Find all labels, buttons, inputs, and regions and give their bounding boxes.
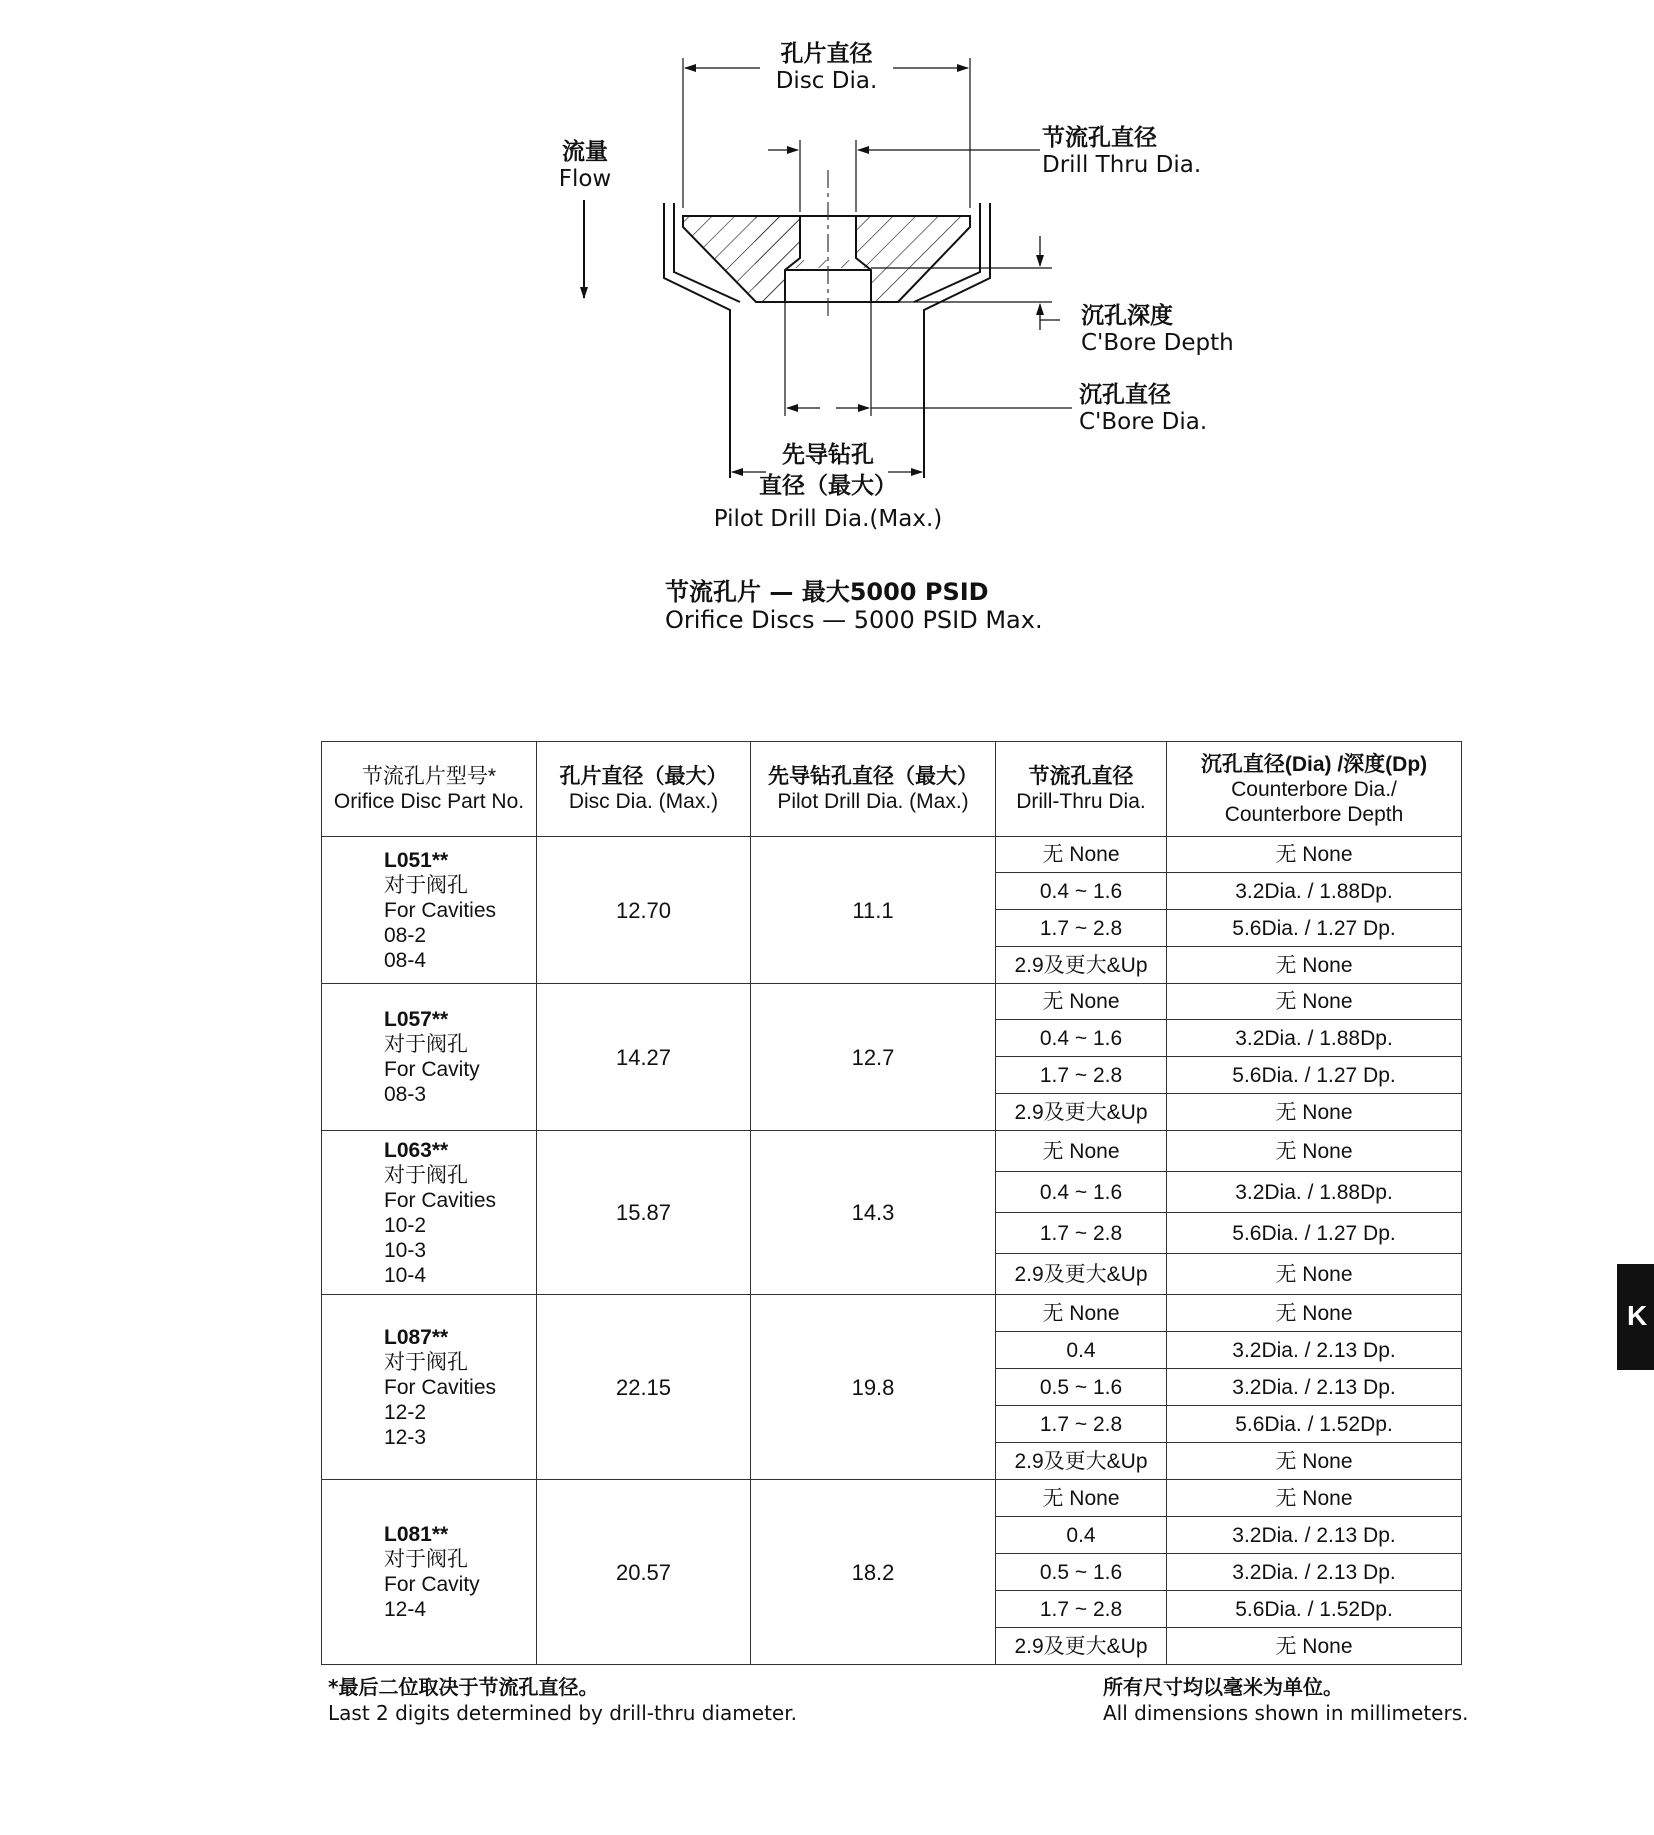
counterbore-cell: 3.2Dia. / 1.88Dp.	[1167, 1172, 1462, 1213]
drill-thru-cell: 2.9及更大&Up	[996, 1443, 1167, 1480]
counterbore-cell: 无 None	[1167, 1131, 1462, 1172]
footnote-last-digits	[328, 1674, 797, 1726]
header-part-no-en: Orifice Disc Part No.	[333, 790, 525, 813]
footnote-left-en: Last 2 digits determined by drill-thru diameter.	[328, 1701, 797, 1725]
header-part-no-zh: 节流孔片型号*	[361, 765, 497, 788]
header-disc-dia-zh: 孔片直径（最大）	[559, 765, 728, 788]
caption-zh: 节流孔片 — 最大5000 PSID	[665, 578, 989, 606]
counterbore-cell: 3.2Dia. / 2.13 Dp.	[1167, 1369, 1462, 1406]
footnote-right-zh: 所有尺寸均以毫米为单位。	[1103, 1675, 1343, 1699]
pilot-dia-cell: 11.1	[751, 837, 996, 984]
drill-thru-cell: 2.9及更大&Up	[996, 1254, 1167, 1295]
counterbore-cell: 无 None	[1167, 947, 1462, 984]
drill-thru-cell: 0.4 ~ 1.6	[996, 1172, 1167, 1213]
disc-section-left	[683, 216, 800, 302]
orifice-disc-cross-section-drawing	[0, 0, 1654, 660]
part-cavity-label: For Cavity	[384, 1058, 480, 1081]
counterbore-cell: 3.2Dia. / 1.88Dp.	[1167, 873, 1462, 910]
disc-dia-cell: 20.57	[537, 1480, 751, 1665]
drill-thru-cell: 0.4 ~ 1.6	[996, 873, 1167, 910]
part-cavity-zh: 对于阀孔	[384, 873, 468, 897]
counterbore-cell: 5.6Dia. / 1.27 Dp.	[1167, 910, 1462, 947]
part-cavity-number: 12-3	[384, 1425, 427, 1449]
drill-thru-cell: 无 None	[996, 1131, 1167, 1172]
label-drill-thru-en: Drill Thru Dia.	[1042, 152, 1202, 178]
part-number-cell	[322, 1131, 537, 1295]
label-flow	[550, 139, 620, 193]
footnote-right-en: All dimensions shown in millimeters.	[1103, 1701, 1469, 1725]
counterbore-cell: 无 None	[1167, 1443, 1462, 1480]
disc-dia-cell: 12.70	[537, 837, 751, 984]
part-code: L063**	[384, 1138, 449, 1162]
label-disc-dia-zh: 孔片直径	[780, 41, 873, 67]
part-cavity-zh: 对于阀孔	[384, 1033, 468, 1056]
label-disc-dia-en: Disc Dia.	[775, 68, 878, 94]
counterbore-cell: 3.2Dia. / 2.13 Dp.	[1167, 1332, 1462, 1369]
counterbore-cell: 3.2Dia. / 2.13 Dp.	[1167, 1517, 1462, 1554]
table-row	[322, 837, 1462, 873]
part-code: L081**	[384, 1523, 449, 1546]
header-counterbore-en2: Counterbore Depth	[1224, 802, 1404, 826]
counterbore-cell: 3.2Dia. / 1.88Dp.	[1167, 1020, 1462, 1057]
part-cavity-number: 10-4	[384, 1263, 427, 1287]
drill-thru-cell: 1.7 ~ 2.8	[996, 910, 1167, 947]
header-counterbore	[1167, 742, 1462, 837]
counterbore-cell: 无 None	[1167, 1254, 1462, 1295]
header-part-no	[322, 742, 537, 837]
header-drill-thru-en: Drill-Thru Dia.	[1016, 790, 1146, 813]
header-pilot-dia	[751, 742, 996, 837]
footnote-left-zh: *最后二位取决于节流孔直径。	[328, 1675, 599, 1699]
part-cavity-number: 12-2	[384, 1400, 427, 1424]
part-cavity-label: For Cavities	[384, 1188, 497, 1212]
counterbore-cell: 无 None	[1167, 1094, 1462, 1131]
part-cavity-number: 12-4	[384, 1598, 427, 1621]
part-code: L057**	[384, 1008, 449, 1031]
counterbore-cell: 3.2Dia. / 2.13 Dp.	[1167, 1554, 1462, 1591]
label-drill-thru-zh: 节流孔直径	[1042, 125, 1157, 151]
counterbore-cell: 无 None	[1167, 837, 1462, 873]
part-number-cell	[322, 1295, 537, 1480]
counterbore-cell: 无 None	[1167, 984, 1462, 1020]
part-cavity-label: For Cavities	[384, 1375, 497, 1399]
label-disc-dia	[760, 41, 893, 95]
part-cavity-label: For Cavities	[384, 898, 497, 922]
label-pilot-zh1: 先导钻孔	[782, 442, 874, 468]
drill-thru-cell: 2.9及更大&Up	[996, 947, 1167, 984]
drawing-caption	[665, 578, 1043, 634]
label-cbore-depth-en: C'Bore Depth	[1081, 330, 1234, 356]
table-header-row	[322, 742, 1462, 837]
part-cavity-zh: 对于阀孔	[384, 1548, 468, 1571]
disc-dia-cell: 14.27	[537, 984, 751, 1131]
header-counterbore-zh: 沉孔直径(Dia) /深度(Dp)	[1200, 752, 1428, 776]
label-cbore-dia-zh: 沉孔直径	[1079, 382, 1171, 408]
part-code: L087**	[384, 1325, 449, 1349]
table-row	[322, 984, 1462, 1020]
section-tab-letter: K	[1627, 1300, 1648, 1331]
drill-thru-cell: 0.4 ~ 1.6	[996, 1020, 1167, 1057]
drill-thru-cell: 0.5 ~ 1.6	[996, 1554, 1167, 1591]
counterbore-cell: 无 None	[1167, 1295, 1462, 1332]
part-number-cell	[322, 984, 537, 1131]
drill-thru-cell: 无 None	[996, 1295, 1167, 1332]
drill-thru-cell: 1.7 ~ 2.8	[996, 1591, 1167, 1628]
pilot-dia-cell: 19.8	[751, 1295, 996, 1480]
table-row	[322, 1131, 1462, 1172]
counterbore-cell: 5.6Dia. / 1.52Dp.	[1167, 1591, 1462, 1628]
part-number-cell	[322, 1480, 537, 1665]
label-pilot-drill-dia	[712, 442, 944, 533]
label-cbore-dia	[1079, 382, 1207, 436]
disc-dia-cell: 22.15	[537, 1295, 751, 1480]
pilot-dia-cell: 18.2	[751, 1480, 996, 1665]
label-cbore-depth	[1081, 303, 1234, 357]
drill-thru-cell: 2.9及更大&Up	[996, 1094, 1167, 1131]
drill-thru-cell: 无 None	[996, 837, 1167, 873]
drill-thru-cell: 0.5 ~ 1.6	[996, 1369, 1167, 1406]
table-row	[322, 1480, 1462, 1517]
drill-thru-cell: 0.4	[996, 1332, 1167, 1369]
header-pilot-dia-zh: 先导钻孔直径（最大）	[768, 765, 978, 788]
caption-en: Orifice Discs — 5000 PSID Max.	[665, 606, 1043, 634]
drill-thru-cell: 0.4	[996, 1517, 1167, 1554]
footnote-units	[1103, 1674, 1469, 1726]
header-disc-dia-en: Disc Dia. (Max.)	[568, 790, 719, 813]
pilot-dia-cell: 12.7	[751, 984, 996, 1131]
section-tab	[1617, 1264, 1654, 1370]
header-disc-dia	[537, 742, 751, 837]
counterbore-cell: 5.6Dia. / 1.52Dp.	[1167, 1406, 1462, 1443]
counterbore-cell: 无 None	[1167, 1480, 1462, 1517]
counterbore-cell: 5.6Dia. / 1.27 Dp.	[1167, 1213, 1462, 1254]
label-cbore-depth-zh: 沉孔深度	[1081, 303, 1173, 329]
label-drill-thru-dia	[1042, 125, 1201, 179]
part-cavity-number: 10-3	[384, 1238, 427, 1262]
part-cavity-number: 08-3	[384, 1083, 427, 1106]
label-flow-en: Flow	[558, 166, 612, 192]
part-code: L051**	[384, 848, 449, 872]
part-cavity-number: 10-2	[384, 1213, 427, 1237]
drill-thru-cell: 1.7 ~ 2.8	[996, 1057, 1167, 1094]
part-cavity-label: For Cavity	[384, 1573, 480, 1596]
label-pilot-zh2: 直径（最大）	[759, 473, 897, 499]
part-cavity-number: 08-2	[384, 923, 427, 947]
drill-thru-cell: 无 None	[996, 1480, 1167, 1517]
header-drill-thru	[996, 742, 1167, 837]
header-counterbore-en1: Counterbore Dia./	[1231, 777, 1397, 801]
drill-thru-cell: 1.7 ~ 2.8	[996, 1406, 1167, 1443]
counterbore-cell: 无 None	[1167, 1628, 1462, 1665]
part-cavity-number: 08-4	[384, 948, 427, 972]
disc-dia-cell: 15.87	[537, 1131, 751, 1295]
drill-thru-cell: 无 None	[996, 984, 1167, 1020]
drill-thru-cell: 1.7 ~ 2.8	[996, 1213, 1167, 1254]
label-cbore-dia-en: C'Bore Dia.	[1079, 409, 1208, 435]
orifice-disc-spec-table	[321, 741, 1462, 1665]
pilot-dia-cell: 14.3	[751, 1131, 996, 1295]
table-row	[322, 1295, 1462, 1332]
label-pilot-en: Pilot Drill Dia.(Max.)	[713, 506, 943, 532]
part-number-cell	[322, 837, 537, 984]
part-cavity-zh: 对于阀孔	[384, 1350, 468, 1374]
header-drill-thru-zh: 节流孔直径	[1028, 765, 1134, 788]
header-pilot-dia-en: Pilot Drill Dia. (Max.)	[777, 790, 969, 813]
drill-thru-cell: 2.9及更大&Up	[996, 1628, 1167, 1665]
label-flow-zh: 流量	[562, 139, 608, 165]
counterbore-cell: 5.6Dia. / 1.27 Dp.	[1167, 1057, 1462, 1094]
part-cavity-zh: 对于阀孔	[384, 1163, 468, 1187]
